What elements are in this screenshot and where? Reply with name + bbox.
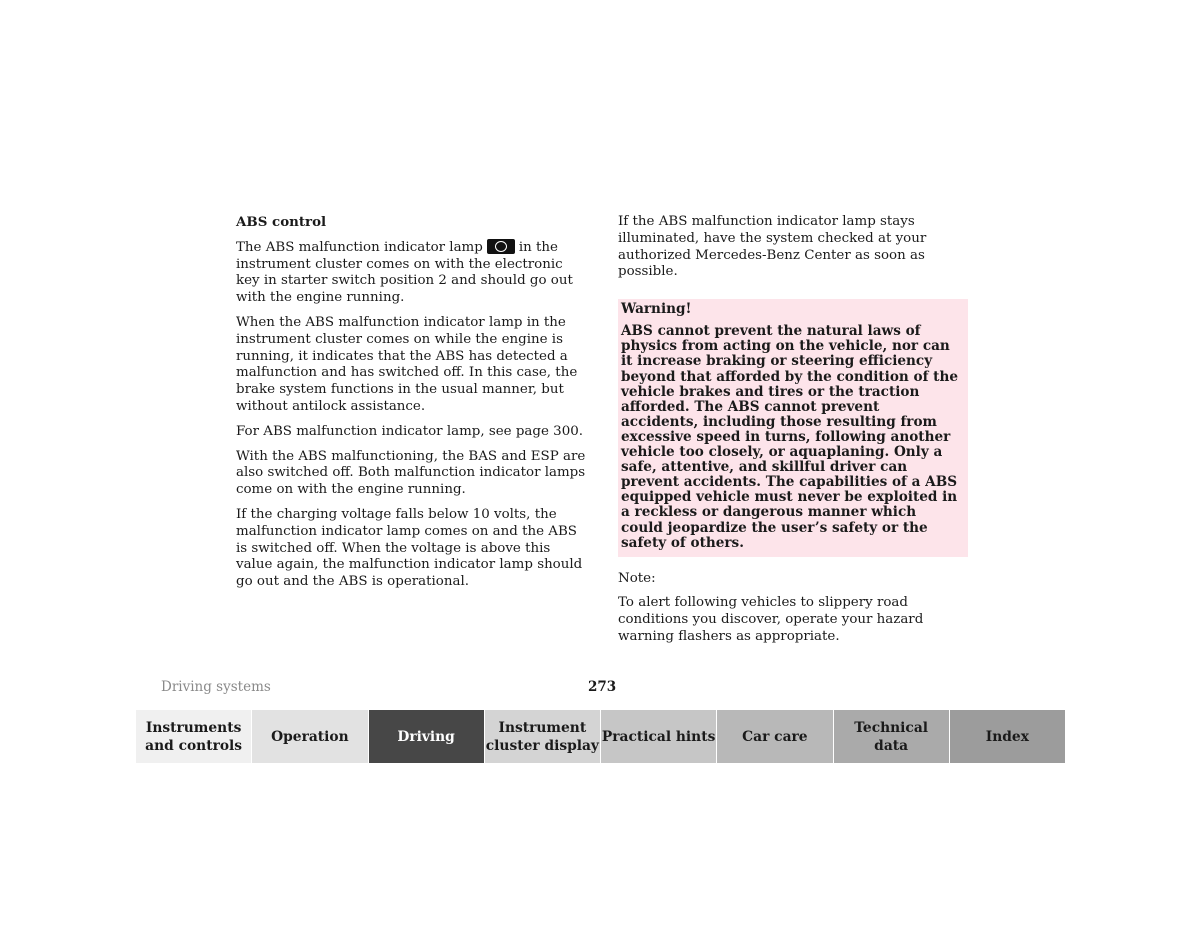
footer-section-title: Driving systems [161, 679, 271, 695]
warning-title: Warning! [621, 301, 692, 318]
tab-car-care[interactable]: Car care [717, 710, 833, 763]
paragraph-bas-esp: With the ABS malfunctioning, the BAS and ESP are also switched off. Both malfunction indicator lamps come on with the engine running. [236, 448, 586, 498]
warning-body: ABS cannot prevent the natural laws of physics from acting on the vehicle, nor can it increase braking or steering efficiency beyond that afforded by the condition of the vehicle brakes and tires or the traction afforded. The ABS cannot prevent accidents, including those resulting from excessive speed in turns, following another vehicle too closely, or aquaplaning. Only a safe, attentive, and skillful driver can prevent accidents. The capabilities of a ABS equipped vehicle must never be exploited in a reckless or dangerous manner which could jeopardize the user’s safety or the safety of others. [621, 323, 958, 551]
tab-driving[interactable]: Driving [369, 710, 485, 763]
note-label: Note: [618, 570, 656, 586]
tab-technical-data[interactable]: Technical data [834, 710, 950, 763]
left-column [236, 214, 586, 599]
lamp-intro-text-after: in the instrument cluster comes on with the electronic key in starter switch position 2 and should go out with the engine running. [236, 239, 573, 306]
warning-box [618, 299, 968, 557]
lamp-intro-text-before: The ABS malfunction indicator lamp [236, 239, 483, 255]
tab-instrument-cluster-display[interactable]: Instrument cluster display [485, 710, 601, 763]
tab-operation[interactable]: Operation [252, 710, 368, 763]
note-text: To alert following vehicles to slippery road conditions you discover, operate your hazard warning flashers as appropriate. [618, 595, 924, 645]
paragraph-page-reference: For ABS malfunction indicator lamp, see page 300. [236, 423, 583, 439]
paragraph-charging-voltage: If the charging voltage falls below 10 volts, the malfunction indicator lamp comes on and the ABS is switched off. When the voltage is above this value again, the malfunction indicator lamp should go out and the ABS is operational. [236, 506, 583, 590]
tab-practical-hints[interactable]: Practical hints [601, 710, 717, 763]
right-column [618, 214, 968, 654]
paragraph-stays-illuminated: If the ABS malfunction indicator lamp stays illuminated, have the system checked at your authorized Mercedes-Benz Center as soon as possible. [618, 214, 927, 280]
section-heading: ABS control [236, 214, 327, 230]
page-number: 273 [588, 679, 617, 695]
abs-warning-lamp-icon [487, 239, 515, 254]
tab-instruments-and-controls[interactable]: Instruments and controls [136, 710, 252, 763]
chapter-nav-bar [136, 710, 1065, 763]
tab-index[interactable]: Index [950, 710, 1065, 763]
paragraph-malfunction: When the ABS malfunction indicator lamp in the instrument cluster comes on while the engine is running, it indicates that the ABS has detected a malfunction and has switched off. In this case, the brake system functions in the usual manner, but without antilock assistance. [236, 314, 578, 414]
paragraph-lamp-intro [236, 239, 586, 307]
